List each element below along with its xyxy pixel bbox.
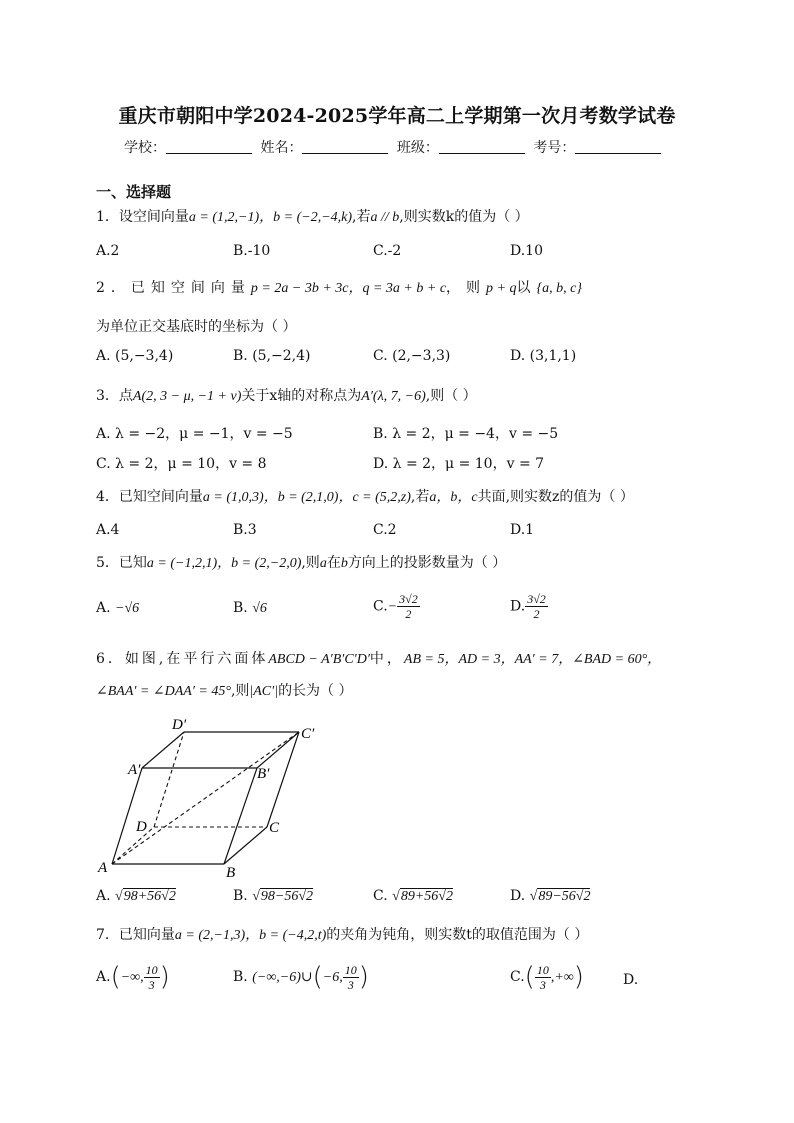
q3-text-post: ,则（ ） <box>425 388 477 404</box>
q4-option-a[interactable]: A.4 <box>96 522 120 538</box>
q4-text-post: 共面,则实数z的值为（ ） <box>477 489 634 505</box>
q5-text-post: 方向上的投影数量为（ ） <box>347 555 507 571</box>
q6-text-post: 的长为（ ） <box>278 683 353 699</box>
q5-option-b[interactable]: B. √6 <box>233 600 267 616</box>
q3-option-d[interactable]: D. λ = 2，μ = 10，v = 7 <box>373 456 545 472</box>
class-label: 班级： <box>396 140 439 156</box>
q6-option-d[interactable]: D. √89−56√2 <box>510 888 591 904</box>
question-3 <box>96 385 477 405</box>
q4-option-d[interactable]: D.1 <box>510 522 535 538</box>
q3-text: 3．点 <box>96 388 133 404</box>
q3-option-b[interactable]: B. λ = 2，μ = −4，v = −5 <box>373 426 559 442</box>
q4-math: a = (1,0,3)，b = (2,1,0)，c = (5,2,z) <box>202 490 411 505</box>
q5-option-a-value: −√6 <box>115 601 140 616</box>
q7-text-post: 的夹角为钝角，则实数t的取值范围为（ ） <box>326 927 589 943</box>
q2-option-a[interactable]: A. (5,−3,4) <box>96 348 174 364</box>
q6-option-c-radicand: 89+56√2 <box>400 889 453 904</box>
label-c: C <box>269 820 280 836</box>
q1-text-post: ,则实数k的值为（ ） <box>399 209 529 225</box>
question-2-line-2: 为单位正交基底时的坐标为（ ） <box>96 319 297 335</box>
q3-math-point: A(2, 3 − μ, −1 + v) <box>132 389 242 404</box>
q1-text-mid: ,若 <box>352 209 371 225</box>
exam-title: 重庆市朝阳中学2024-2025学年高二上学期第一次月考数学试卷 <box>118 105 676 127</box>
q2-text-mid2: 以 <box>516 280 537 296</box>
q6-text: 6．如图,在平行六面体 <box>96 651 269 667</box>
q6-text-mid: 中， <box>369 651 404 667</box>
q5-math-a: a <box>319 556 327 571</box>
edge-dd1-hidden <box>154 732 184 827</box>
label-c1: C′ <box>301 726 315 742</box>
q3-option-c[interactable]: C. λ = 2，μ = 10，v = 8 <box>96 456 267 472</box>
section-title: 一、选择题 <box>96 183 172 201</box>
question-2-line-1 <box>96 277 582 297</box>
q6-option-c[interactable]: C. √89+56√2 <box>373 888 453 904</box>
q7-option-d[interactable]: D. <box>623 972 639 988</box>
name-label: 姓名： <box>260 140 303 156</box>
label-d1: D′ <box>172 717 187 733</box>
q4-text: 4．已知空间向量 <box>96 489 203 505</box>
question-4 <box>96 486 634 506</box>
q7-text: 7．已知向量 <box>96 927 175 943</box>
q6-option-b[interactable]: B. √98−56√2 <box>233 888 314 904</box>
class-blank[interactable] <box>439 139 525 154</box>
question-1 <box>96 206 529 226</box>
q1-math: a = (1,2,−1)，b = (−2,−4,k) <box>188 210 353 225</box>
q5-option-b-value: √6 <box>252 601 267 616</box>
q7-option-b-fraction: $\frac{10}{3}$ <box>344 962 357 992</box>
diagonal-ac1 <box>112 732 299 864</box>
q7-option-c[interactable]: C.( $\frac{10}{3}$ ,+∞) <box>510 962 584 992</box>
q5-text-mid2: 在 <box>326 555 341 571</box>
q6-text-mid2: ,则 <box>230 683 250 699</box>
q2-math-basis: {a, b, c} <box>536 281 582 296</box>
question-5 <box>96 552 506 572</box>
question-7 <box>96 924 588 944</box>
q7-option-b[interactable]: B. (−∞,−6)∪(−6, $\frac{10}{3}$ ) <box>233 962 369 992</box>
school-label: 学校： <box>124 140 166 156</box>
q4-math-vectors: a，b，c <box>429 490 478 505</box>
label-b: B <box>226 865 236 880</box>
q5-text: 5．已知 <box>96 555 147 571</box>
q6-option-d-radicand: 89−56√2 <box>538 889 591 904</box>
label-b1: B′ <box>257 766 270 782</box>
q1-option-b[interactable]: B.-10 <box>233 243 271 259</box>
q7-option-a-fraction: $\frac{10}{3}$ <box>145 962 158 992</box>
q5-option-a[interactable]: A. −√6 <box>96 600 140 616</box>
exam-no-blank[interactable] <box>575 139 661 154</box>
label-a1: A′ <box>128 762 141 778</box>
q4-text-mid: ,若 <box>410 489 430 505</box>
q6-math-length: |AC′| <box>249 684 279 699</box>
q2-option-c[interactable]: C. (2,−3,3) <box>373 348 451 364</box>
q3-text-mid: 关于x轴的对称点为 <box>241 388 362 404</box>
q7-math: a = (2,−1,3)，b = (−4,2,t) <box>174 928 327 943</box>
q4-option-b[interactable]: B.3 <box>233 522 257 538</box>
q6-math-given: AB = 5，AD = 3，AA′ = 7，∠BAD = 60°， <box>403 652 662 667</box>
student-info-line <box>124 137 665 157</box>
q6-math-solid: ABCD − A′B′C′D′ <box>268 652 370 667</box>
label-d: D <box>136 819 147 835</box>
q5-option-c[interactable]: C.− $\frac{3√2}{2}$ <box>373 592 418 621</box>
q5-math-b: b <box>340 556 348 571</box>
q2-text: 2．已知空间向量 <box>96 280 251 296</box>
edge-a1d1 <box>142 732 184 768</box>
q6-math-angles: ∠BAA′ = ∠DAA′ = 45° <box>96 684 231 699</box>
q3-math-image: A′(λ, 7, −6) <box>361 389 426 404</box>
question-6-line-2 <box>96 680 353 700</box>
q7-option-a[interactable]: A.(−∞, $\frac{10}{3}$ ) <box>96 962 170 992</box>
q2-option-d[interactable]: D. (3,1,1) <box>510 348 577 364</box>
q6-option-b-radicand: 98−56√2 <box>260 889 314 904</box>
q2-text-mid: ，则 <box>446 280 487 296</box>
q2-math-sum: p + q <box>486 281 517 296</box>
q7-option-c-fraction: $\frac{10}{3}$ <box>536 962 549 992</box>
q5-option-d-fraction: $\frac{3√2}{2}$ <box>527 592 546 621</box>
q6-option-a-radicand: 98+56√2 <box>123 889 176 904</box>
q6-option-a[interactable]: A. √98+56√2 <box>96 888 176 904</box>
label-a: A <box>98 860 108 876</box>
name-blank[interactable] <box>302 139 388 154</box>
q1-option-c[interactable]: C.-2 <box>373 243 402 259</box>
q2-math: p = 2a − 3b + 3c，q = 3a + b + c <box>250 281 447 296</box>
q3-option-a[interactable]: A. λ = −2，μ = −1，v = −5 <box>96 426 293 442</box>
q1-option-a[interactable]: A.2 <box>96 243 120 259</box>
q5-math: a = (−1,2,1)，b = (2,−2,0) <box>146 556 302 571</box>
school-blank[interactable] <box>166 139 252 154</box>
exam-no-label: 考号： <box>533 140 576 156</box>
parallelepiped-figure <box>92 714 332 880</box>
q5-text-mid: ,则 <box>301 555 320 571</box>
q1-text: 1．设空间向量 <box>96 209 189 225</box>
edge-aa1 <box>112 768 142 864</box>
q5-option-d[interactable]: D. $\frac{3√2}{2}$ <box>510 592 546 621</box>
q4-option-c[interactable]: C.2 <box>373 522 397 538</box>
q5-option-c-fraction: $\frac{3√2}{2}$ <box>399 592 418 621</box>
q2-option-b[interactable]: B. (5,−2,4) <box>233 348 311 364</box>
q1-math-parallel: a // b <box>370 210 400 225</box>
question-6-line-1 <box>96 648 661 668</box>
q1-option-d[interactable]: D.10 <box>510 243 543 259</box>
